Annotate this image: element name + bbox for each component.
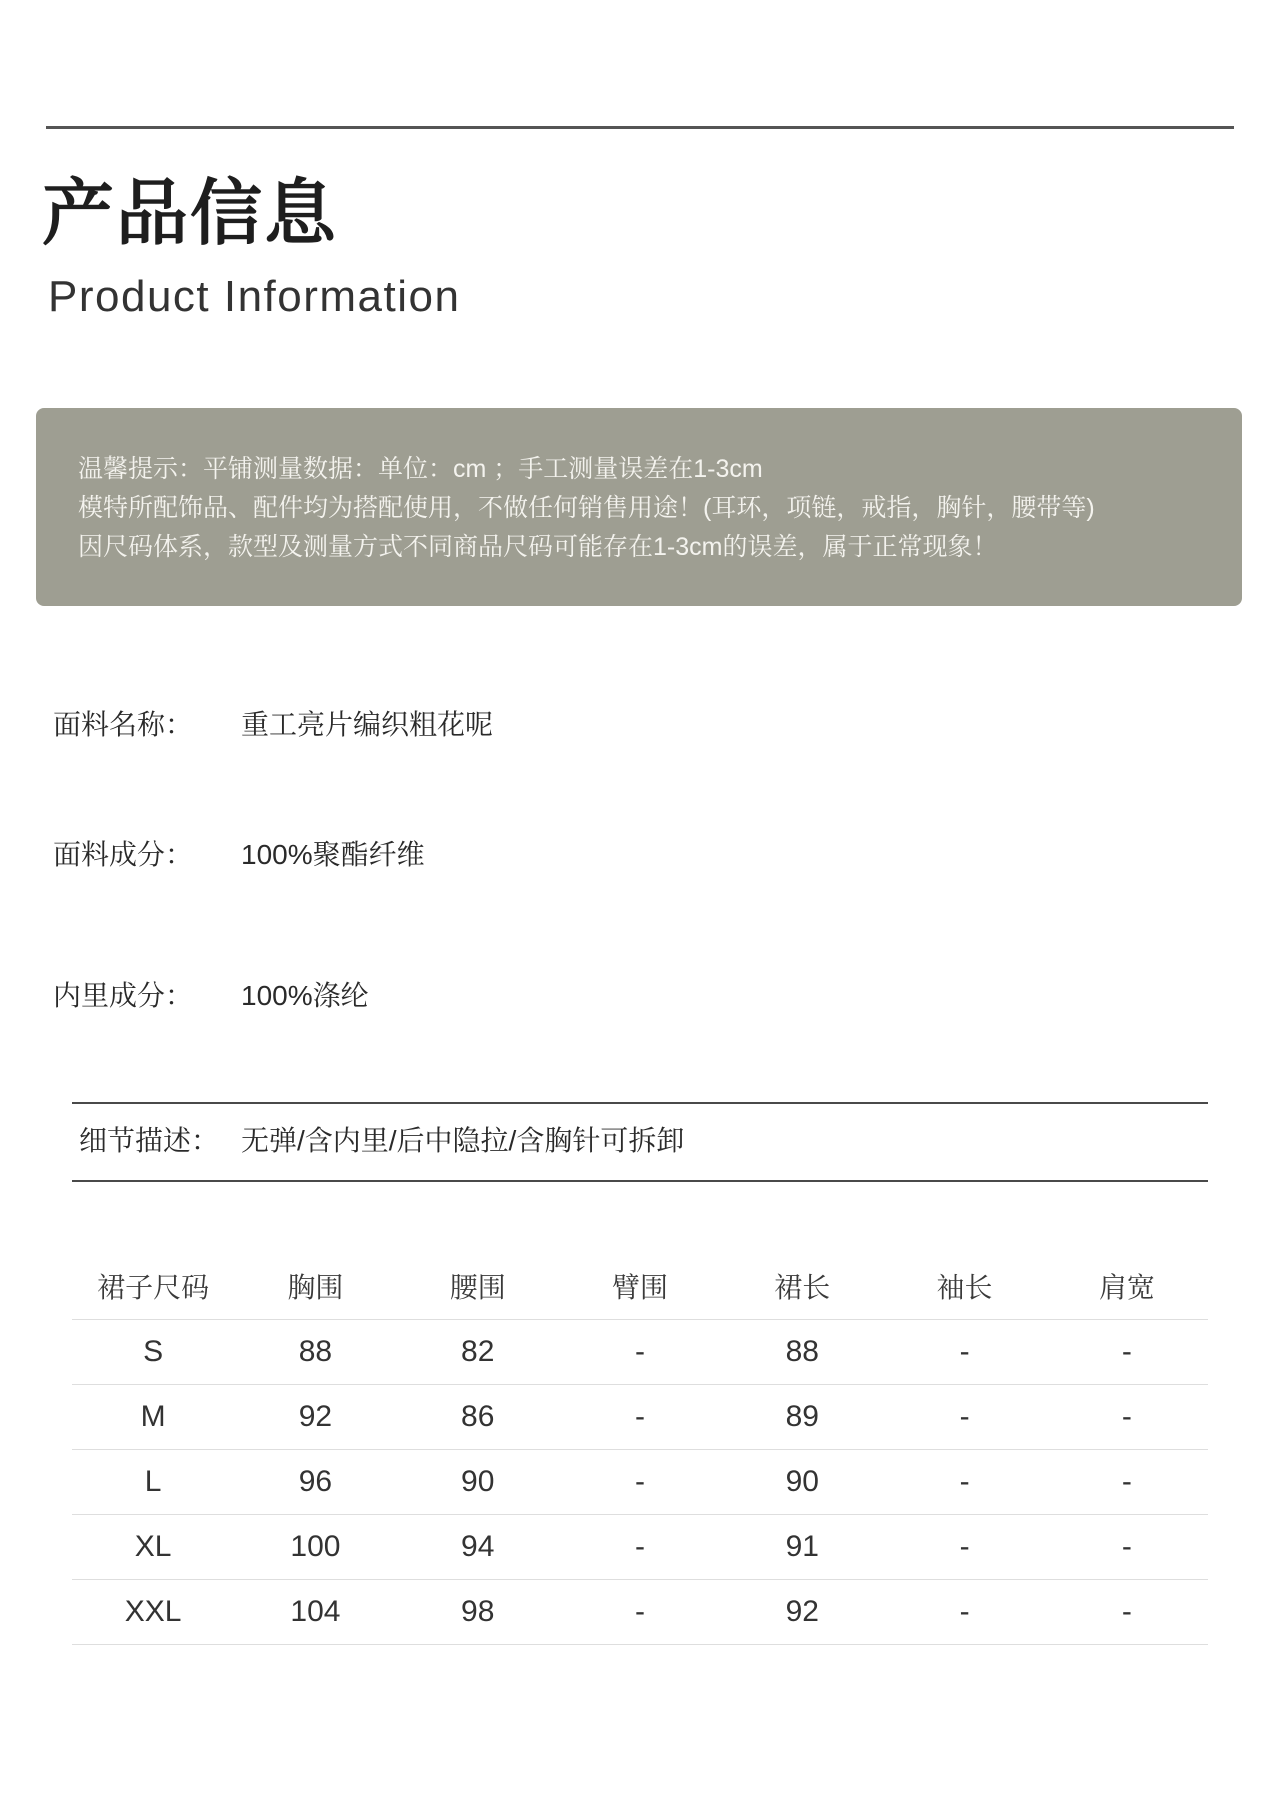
column-header: 袖长 (936, 1272, 993, 1303)
table-cell: 88 (785, 1335, 819, 1368)
table-row (72, 1580, 1208, 1645)
table-cell: - (959, 1465, 970, 1498)
detail-label: 面料名称： (53, 709, 194, 740)
table-cell: - (1121, 1530, 1132, 1563)
detail-fabric-name (53, 705, 493, 745)
table-cell: - (959, 1595, 970, 1628)
table-cell: 88 (298, 1335, 333, 1368)
table-cell: - (634, 1595, 645, 1628)
notice-line: 温馨提示：平铺测量数据：单位：cm ；手工测量误差在1-3cm (78, 455, 763, 483)
table-cell: 96 (298, 1465, 333, 1498)
table-cell: 90 (785, 1465, 819, 1498)
table-cell: S (143, 1335, 164, 1368)
table-cell: 94 (461, 1530, 495, 1563)
column-header: 臂围 (611, 1272, 668, 1303)
detail-value: 100%聚酯纤维 (241, 839, 425, 870)
table-cell: 104 (290, 1595, 341, 1628)
table-cell: - (634, 1465, 645, 1498)
page-title: 产品信息 (42, 174, 339, 254)
notice-line: 因尺码体系，款型及测量方式不同商品尺码可能存在1-3cm的误差，属于正常现象！ (78, 533, 998, 561)
table-row (72, 1515, 1208, 1580)
table-cell: - (1121, 1335, 1132, 1368)
table-cell: 91 (785, 1530, 819, 1563)
detail-value: 重工亮片编织粗花呢 (241, 709, 494, 740)
table-cell: XXL (124, 1595, 182, 1628)
table-row (72, 1450, 1208, 1515)
detail-label: 面料成分： (53, 839, 194, 870)
table-cell: - (1121, 1400, 1132, 1433)
table-cell: 90 (461, 1465, 495, 1498)
description-bottom-divider (72, 1180, 1208, 1182)
table-row (72, 1385, 1208, 1450)
table-cell: L (144, 1465, 162, 1498)
description-label: 细节描述： (79, 1125, 220, 1156)
table-cell: 92 (785, 1595, 819, 1628)
table-cell: M (140, 1400, 166, 1433)
size-table (72, 1253, 1208, 1645)
detail-description (79, 1121, 684, 1161)
size-table-header (72, 1253, 1208, 1320)
table-cell: XL (134, 1530, 172, 1563)
detail-label: 内里成分： (53, 980, 194, 1011)
table-cell: - (1121, 1465, 1132, 1498)
table-cell: 89 (785, 1400, 819, 1433)
column-header: 肩宽 (1098, 1272, 1155, 1303)
column-header: 腰围 (449, 1272, 506, 1303)
column-header: 裙子尺码 (97, 1272, 210, 1303)
notice-line: 模特所配饰品、配件均为搭配使用，不做任何销售用途！(耳环，项链，戒指，胸针，腰带等) (78, 494, 1095, 522)
table-cell: 100 (290, 1530, 341, 1563)
table-cell: - (634, 1530, 645, 1563)
table-cell: 82 (461, 1335, 495, 1368)
description-top-divider (72, 1102, 1208, 1104)
detail-value: 100%涤纶 (241, 980, 369, 1011)
table-cell: 92 (298, 1400, 333, 1433)
notice-box (36, 408, 1242, 606)
table-cell: - (959, 1335, 970, 1368)
detail-fabric-composition (53, 835, 425, 875)
column-header: 胸围 (287, 1272, 344, 1303)
table-cell: - (959, 1530, 970, 1563)
description-value: 无弹/含内里/后中隐拉/含胸针可拆卸 (241, 1125, 685, 1156)
top-divider (46, 126, 1234, 129)
table-cell: 98 (461, 1595, 495, 1628)
table-row (72, 1320, 1208, 1385)
table-cell: 86 (461, 1400, 495, 1433)
table-cell: - (959, 1400, 970, 1433)
table-cell: - (1121, 1595, 1132, 1628)
table-cell: - (634, 1400, 645, 1433)
table-cell: - (634, 1335, 645, 1368)
page-subtitle: Product Information (48, 272, 461, 321)
detail-lining-composition (53, 976, 369, 1016)
column-header: 裙长 (774, 1272, 831, 1303)
